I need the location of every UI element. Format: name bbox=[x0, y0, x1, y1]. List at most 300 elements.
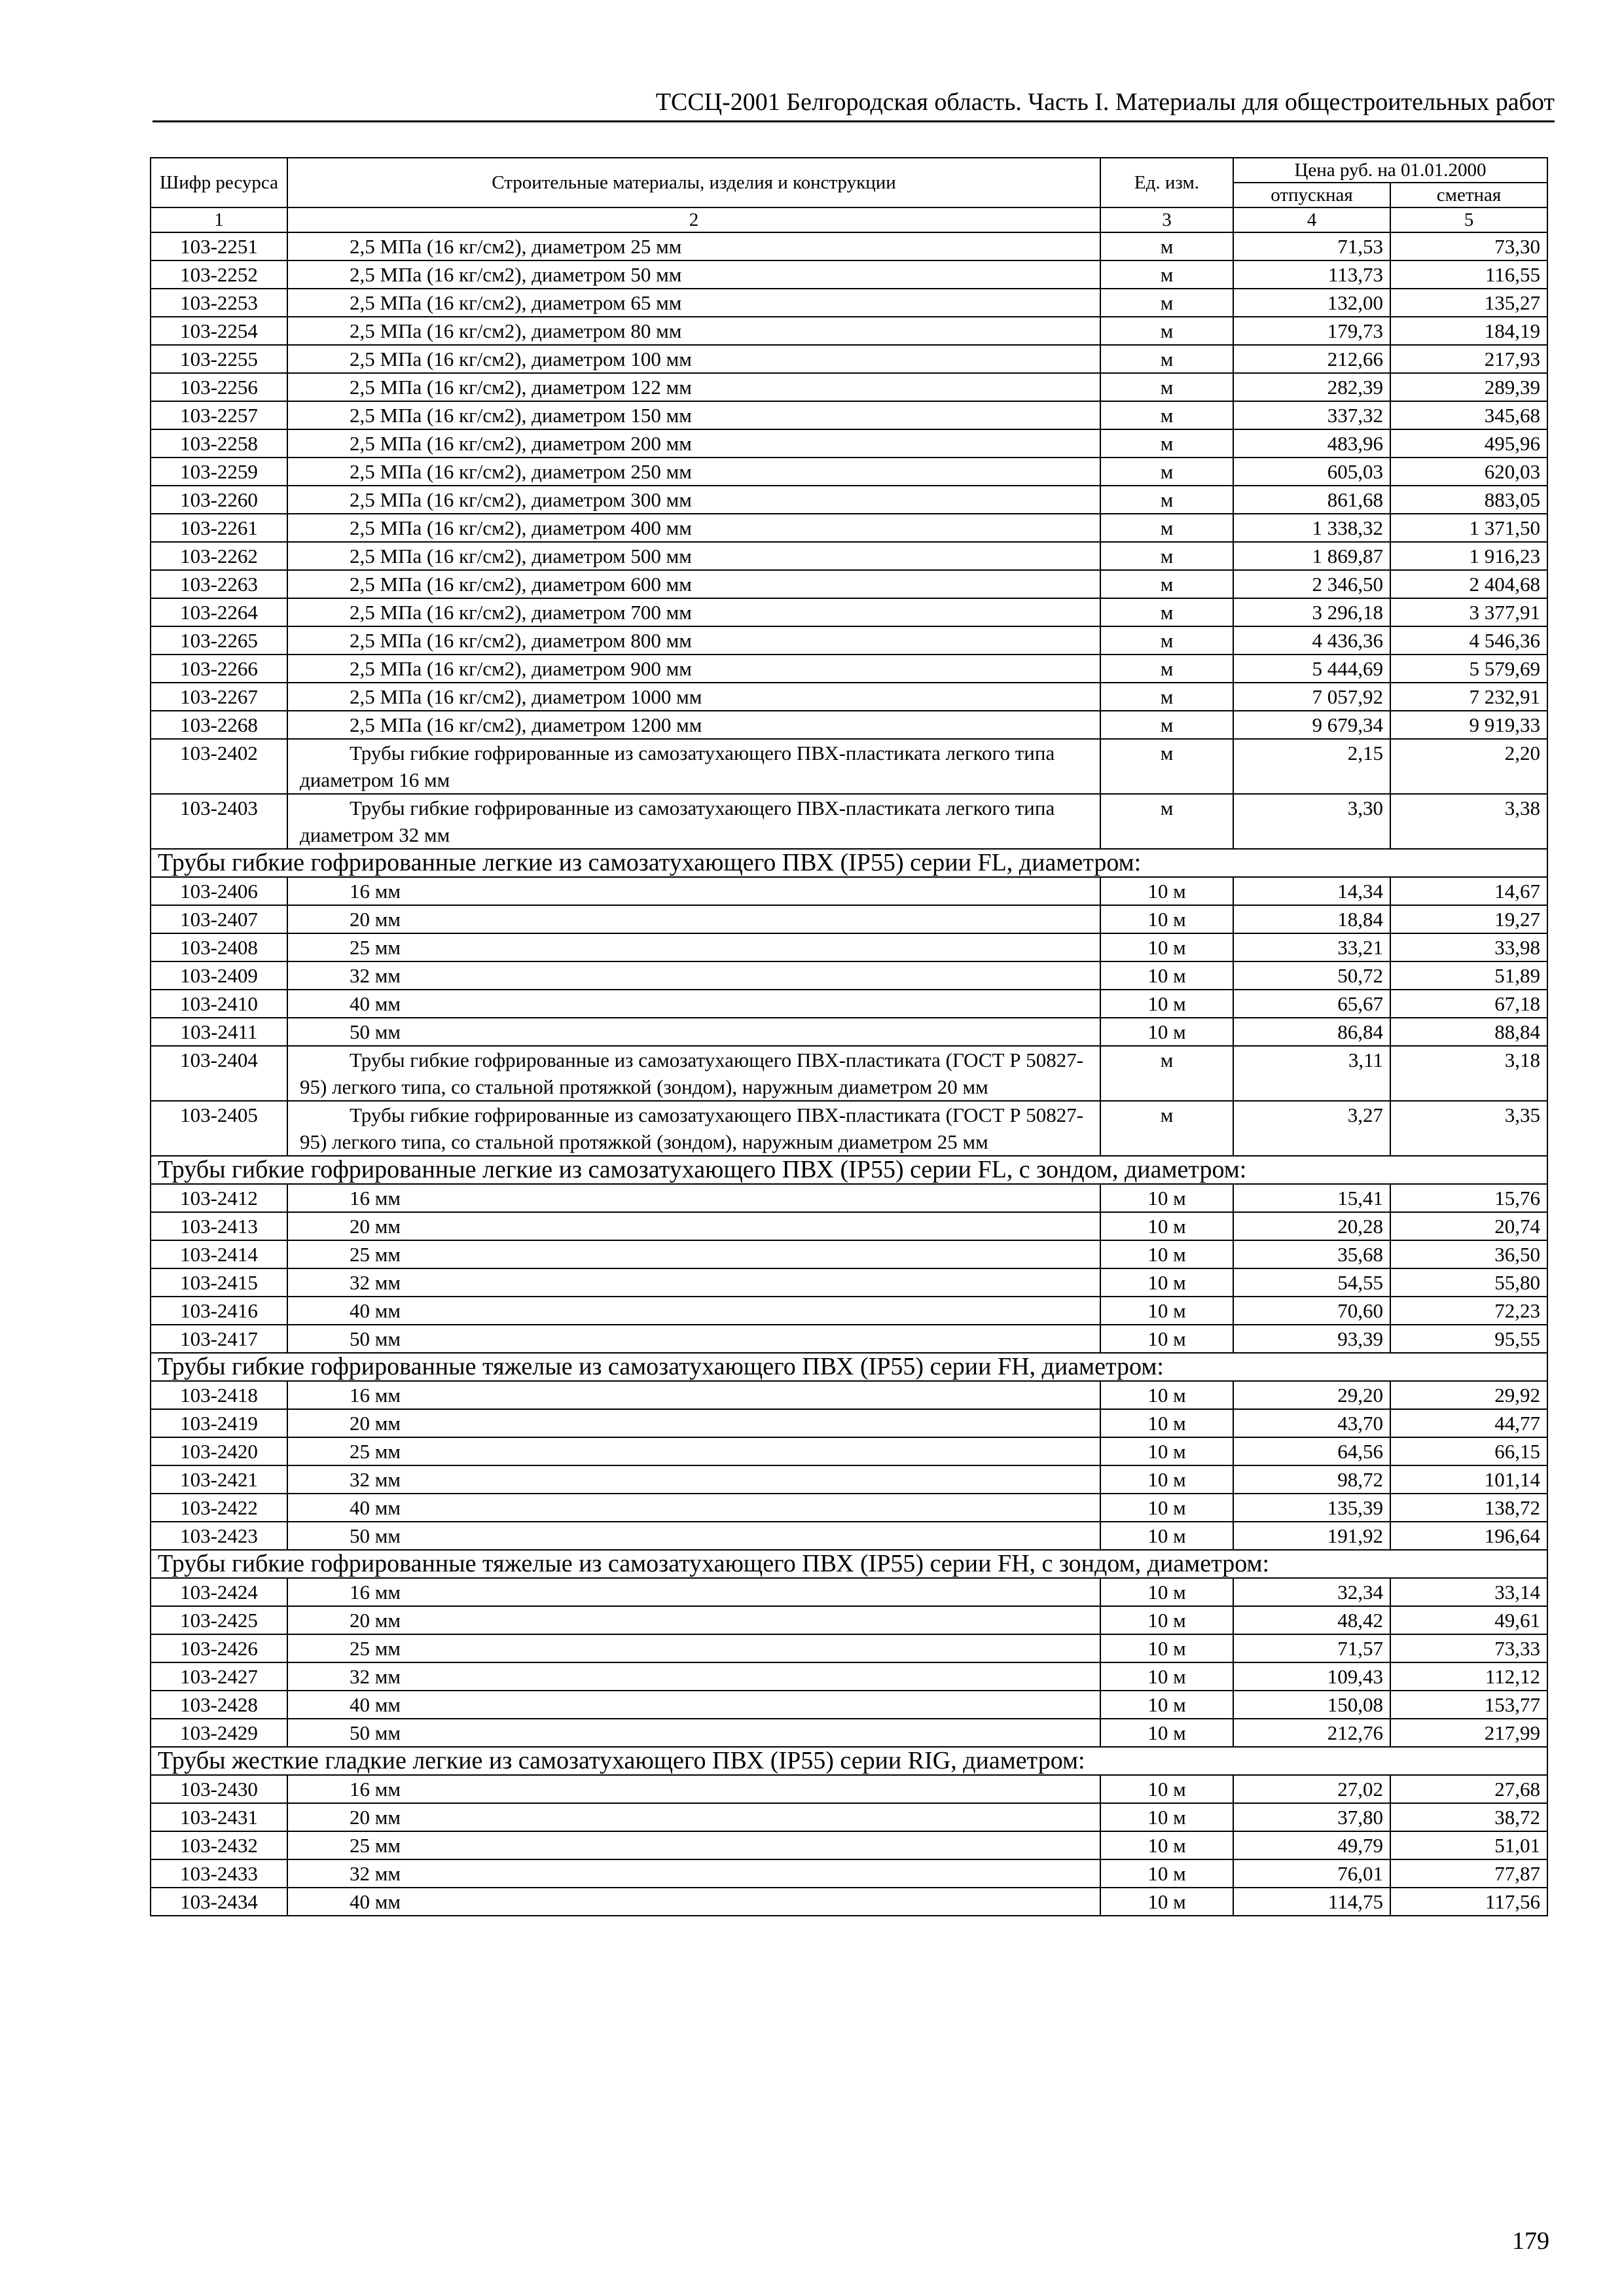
table-row bbox=[151, 683, 1547, 711]
unit-of-measure: 10 м bbox=[1100, 905, 1233, 933]
estimate-price: 55,80 bbox=[1390, 1268, 1547, 1297]
release-price: 54,55 bbox=[1233, 1268, 1390, 1297]
material-name: 50 мм bbox=[287, 1719, 1100, 1747]
unit-of-measure: 10 м bbox=[1100, 1775, 1233, 1803]
resource-code: 103-2261 bbox=[151, 514, 287, 542]
unit-of-measure: м bbox=[1100, 260, 1233, 289]
material-name: 2,5 МПа (16 кг/см2), диаметром 400 мм bbox=[287, 514, 1100, 542]
unit-of-measure: 10 м bbox=[1100, 961, 1233, 990]
resource-code: 103-2425 bbox=[151, 1606, 287, 1634]
table-row bbox=[151, 598, 1547, 626]
release-price: 49,79 bbox=[1233, 1831, 1390, 1859]
column-number: 5 bbox=[1390, 207, 1547, 232]
estimate-price: 3 377,91 bbox=[1390, 598, 1547, 626]
table-row bbox=[151, 232, 1547, 260]
table-row bbox=[151, 990, 1547, 1018]
estimate-price: 49,61 bbox=[1390, 1606, 1547, 1634]
release-price: 50,72 bbox=[1233, 961, 1390, 990]
estimate-price: 14,67 bbox=[1390, 877, 1547, 905]
unit-of-measure: 10 м bbox=[1100, 1409, 1233, 1437]
estimate-price: 20,74 bbox=[1390, 1212, 1547, 1240]
table-row bbox=[151, 429, 1547, 457]
material-name: 32 мм bbox=[287, 1859, 1100, 1888]
table-row bbox=[151, 1212, 1547, 1240]
header-release-price: отпускная bbox=[1233, 183, 1390, 207]
material-name: 16 мм bbox=[287, 1775, 1100, 1803]
unit-of-measure: м bbox=[1100, 486, 1233, 514]
release-price: 1 338,32 bbox=[1233, 514, 1390, 542]
unit-of-measure: 10 м bbox=[1100, 1437, 1233, 1465]
estimate-price: 217,93 bbox=[1390, 345, 1547, 373]
running-header bbox=[153, 84, 1555, 122]
estimate-price: 1 916,23 bbox=[1390, 542, 1547, 570]
material-name: 32 мм bbox=[287, 1465, 1100, 1494]
column-number: 1 bbox=[151, 207, 287, 232]
estimate-price: 289,39 bbox=[1390, 373, 1547, 401]
resource-code: 103-2427 bbox=[151, 1662, 287, 1691]
resource-code: 103-2428 bbox=[151, 1691, 287, 1719]
unit-of-measure: 10 м bbox=[1100, 1606, 1233, 1634]
estimate-price: 73,30 bbox=[1390, 232, 1547, 260]
estimate-price: 27,68 bbox=[1390, 1775, 1547, 1803]
material-name: 32 мм bbox=[287, 1662, 1100, 1691]
resource-code: 103-2258 bbox=[151, 429, 287, 457]
unit-of-measure: м bbox=[1100, 457, 1233, 486]
header-title: ТССЦ-2001 Белгородская область. Часть I. Материалы для общестроительных работ bbox=[655, 88, 1555, 116]
unit-of-measure: 10 м bbox=[1100, 877, 1233, 905]
table-row bbox=[151, 905, 1547, 933]
unit-of-measure: м bbox=[1100, 1101, 1233, 1156]
release-price: 4 436,36 bbox=[1233, 626, 1390, 655]
resource-code: 103-2260 bbox=[151, 486, 287, 514]
estimate-price: 72,23 bbox=[1390, 1297, 1547, 1325]
unit-of-measure: 10 м bbox=[1100, 1018, 1233, 1046]
material-name: 16 мм bbox=[287, 1578, 1100, 1606]
release-price: 33,21 bbox=[1233, 933, 1390, 961]
resource-code: 103-2405 bbox=[151, 1101, 287, 1156]
resource-code: 103-2426 bbox=[151, 1634, 287, 1662]
table-row bbox=[151, 1494, 1547, 1522]
estimate-price: 117,56 bbox=[1390, 1888, 1547, 1916]
material-name: 2,5 МПа (16 кг/см2), диаметром 900 мм bbox=[287, 655, 1100, 683]
unit-of-measure: 10 м bbox=[1100, 1888, 1233, 1916]
unit-of-measure: м bbox=[1100, 345, 1233, 373]
table-row bbox=[151, 711, 1547, 739]
estimate-price: 73,33 bbox=[1390, 1634, 1547, 1662]
material-name: 2,5 МПа (16 кг/см2), диаметром 800 мм bbox=[287, 626, 1100, 655]
resource-code: 103-2251 bbox=[151, 232, 287, 260]
material-name: 2,5 МПа (16 кг/см2), диаметром 300 мм bbox=[287, 486, 1100, 514]
release-price: 2,15 bbox=[1233, 739, 1390, 794]
material-name: 2,5 МПа (16 кг/см2), диаметром 200 мм bbox=[287, 429, 1100, 457]
resource-code: 103-2409 bbox=[151, 961, 287, 990]
estimate-price: 66,15 bbox=[1390, 1437, 1547, 1465]
unit-of-measure: м bbox=[1100, 711, 1233, 739]
table-row bbox=[151, 1018, 1547, 1046]
release-price: 483,96 bbox=[1233, 429, 1390, 457]
table-row bbox=[151, 1046, 1547, 1101]
release-price: 337,32 bbox=[1233, 401, 1390, 429]
material-name: 2,5 МПа (16 кг/см2), диаметром 122 мм bbox=[287, 373, 1100, 401]
resource-code: 103-2431 bbox=[151, 1803, 287, 1831]
unit-of-measure: м bbox=[1100, 655, 1233, 683]
release-price: 212,66 bbox=[1233, 345, 1390, 373]
estimate-price: 88,84 bbox=[1390, 1018, 1547, 1046]
release-price: 3,27 bbox=[1233, 1101, 1390, 1156]
resource-code: 103-2408 bbox=[151, 933, 287, 961]
material-name: 32 мм bbox=[287, 1268, 1100, 1297]
release-price: 282,39 bbox=[1233, 373, 1390, 401]
section-heading-row bbox=[151, 849, 1547, 877]
material-name: 2,5 МПа (16 кг/см2), диаметром 600 мм bbox=[287, 570, 1100, 598]
table-row bbox=[151, 794, 1547, 849]
resource-code: 103-2256 bbox=[151, 373, 287, 401]
material-name: 50 мм bbox=[287, 1522, 1100, 1550]
unit-of-measure: м bbox=[1100, 570, 1233, 598]
release-price: 114,75 bbox=[1233, 1888, 1390, 1916]
unit-of-measure: м bbox=[1100, 401, 1233, 429]
estimate-price: 36,50 bbox=[1390, 1240, 1547, 1268]
table-row bbox=[151, 1888, 1547, 1916]
resource-code: 103-2422 bbox=[151, 1494, 287, 1522]
table-row bbox=[151, 1325, 1547, 1353]
table-row bbox=[151, 1381, 1547, 1409]
section-heading-row bbox=[151, 1747, 1547, 1775]
table-row bbox=[151, 1268, 1547, 1297]
unit-of-measure: м bbox=[1100, 317, 1233, 345]
estimate-price: 2 404,68 bbox=[1390, 570, 1547, 598]
resource-code: 103-2430 bbox=[151, 1775, 287, 1803]
release-price: 861,68 bbox=[1233, 486, 1390, 514]
material-name: 40 мм bbox=[287, 1494, 1100, 1522]
unit-of-measure: 10 м bbox=[1100, 1494, 1233, 1522]
resource-code: 103-2267 bbox=[151, 683, 287, 711]
estimate-price: 51,01 bbox=[1390, 1831, 1547, 1859]
resource-code: 103-2419 bbox=[151, 1409, 287, 1437]
estimate-price: 495,96 bbox=[1390, 429, 1547, 457]
resource-code: 103-2415 bbox=[151, 1268, 287, 1297]
estimate-price: 3,35 bbox=[1390, 1101, 1547, 1156]
resource-code: 103-2406 bbox=[151, 877, 287, 905]
material-name: 2,5 МПа (16 кг/см2), диаметром 500 мм bbox=[287, 542, 1100, 570]
material-name: 2,5 МПа (16 кг/см2), диаметром 250 мм bbox=[287, 457, 1100, 486]
table-row bbox=[151, 1859, 1547, 1888]
table-row bbox=[151, 1775, 1547, 1803]
section-heading: Трубы гибкие гофрированные тяжелые из самозатухающего ПВХ (IP55) серии FH, с зондом, диаметром: bbox=[151, 1550, 1547, 1578]
unit-of-measure: 10 м bbox=[1100, 1268, 1233, 1297]
table-row bbox=[151, 373, 1547, 401]
table-body bbox=[151, 232, 1547, 1916]
release-price: 71,57 bbox=[1233, 1634, 1390, 1662]
resource-code: 103-2404 bbox=[151, 1046, 287, 1101]
resource-code: 103-2263 bbox=[151, 570, 287, 598]
estimate-price: 95,55 bbox=[1390, 1325, 1547, 1353]
table-row bbox=[151, 1691, 1547, 1719]
release-price: 93,39 bbox=[1233, 1325, 1390, 1353]
table-row bbox=[151, 401, 1547, 429]
estimate-price: 196,64 bbox=[1390, 1522, 1547, 1550]
release-price: 14,34 bbox=[1233, 877, 1390, 905]
release-price: 212,76 bbox=[1233, 1719, 1390, 1747]
resource-code: 103-2265 bbox=[151, 626, 287, 655]
release-price: 65,67 bbox=[1233, 990, 1390, 1018]
resource-code: 103-2423 bbox=[151, 1522, 287, 1550]
estimate-price: 138,72 bbox=[1390, 1494, 1547, 1522]
estimate-price: 1 371,50 bbox=[1390, 514, 1547, 542]
resource-code: 103-2420 bbox=[151, 1437, 287, 1465]
table-row bbox=[151, 1437, 1547, 1465]
header-name: Строительные материалы, изделия и конструкции bbox=[287, 158, 1100, 207]
section-heading: Трубы гибкие гофрированные легкие из самозатухающего ПВХ (IP55) серии FL, с зондом, диаметром: bbox=[151, 1156, 1547, 1184]
release-price: 86,84 bbox=[1233, 1018, 1390, 1046]
resource-code: 103-2253 bbox=[151, 289, 287, 317]
resource-code: 103-2259 bbox=[151, 457, 287, 486]
release-price: 109,43 bbox=[1233, 1662, 1390, 1691]
resource-code: 103-2424 bbox=[151, 1578, 287, 1606]
column-number: 2 bbox=[287, 207, 1100, 232]
estimate-price: 5 579,69 bbox=[1390, 655, 1547, 683]
estimate-price: 44,77 bbox=[1390, 1409, 1547, 1437]
resource-code: 103-2421 bbox=[151, 1465, 287, 1494]
material-name: 25 мм bbox=[287, 1437, 1100, 1465]
estimate-price: 9 919,33 bbox=[1390, 711, 1547, 739]
estimate-price: 38,72 bbox=[1390, 1803, 1547, 1831]
column-number: 3 bbox=[1100, 207, 1233, 232]
unit-of-measure: 10 м bbox=[1100, 1240, 1233, 1268]
section-heading-row bbox=[151, 1156, 1547, 1184]
table-row bbox=[151, 1240, 1547, 1268]
unit-of-measure: м bbox=[1100, 598, 1233, 626]
release-price: 113,73 bbox=[1233, 260, 1390, 289]
material-name: 2,5 МПа (16 кг/см2), диаметром 150 мм bbox=[287, 401, 1100, 429]
table-row bbox=[151, 1606, 1547, 1634]
unit-of-measure: 10 м bbox=[1100, 1297, 1233, 1325]
resource-code: 103-2432 bbox=[151, 1831, 287, 1859]
release-price: 191,92 bbox=[1233, 1522, 1390, 1550]
estimate-price: 15,76 bbox=[1390, 1184, 1547, 1212]
material-name: 40 мм bbox=[287, 1691, 1100, 1719]
material-name: 25 мм bbox=[287, 1240, 1100, 1268]
material-name: 2,5 МПа (16 кг/см2), диаметром 1200 мм bbox=[287, 711, 1100, 739]
material-name: 2,5 МПа (16 кг/см2), диаметром 100 мм bbox=[287, 345, 1100, 373]
unit-of-measure: м bbox=[1100, 232, 1233, 260]
unit-of-measure: 10 м bbox=[1100, 1719, 1233, 1747]
table-row bbox=[151, 289, 1547, 317]
table-row bbox=[151, 1522, 1547, 1550]
unit-of-measure: 10 м bbox=[1100, 1381, 1233, 1409]
release-price: 3,30 bbox=[1233, 794, 1390, 849]
unit-of-measure: м bbox=[1100, 794, 1233, 849]
unit-of-measure: 10 м bbox=[1100, 1662, 1233, 1691]
resource-code: 103-2417 bbox=[151, 1325, 287, 1353]
table-row bbox=[151, 457, 1547, 486]
resource-code: 103-2268 bbox=[151, 711, 287, 739]
header-unit: Ед. изм. bbox=[1100, 158, 1233, 207]
estimate-price: 4 546,36 bbox=[1390, 626, 1547, 655]
release-price: 71,53 bbox=[1233, 232, 1390, 260]
material-name: 2,5 МПа (16 кг/см2), диаметром 50 мм bbox=[287, 260, 1100, 289]
material-name: 2,5 МПа (16 кг/см2), диаметром 1000 мм bbox=[287, 683, 1100, 711]
resource-code: 103-2413 bbox=[151, 1212, 287, 1240]
table-row bbox=[151, 514, 1547, 542]
section-heading: Трубы гибкие гофрированные легкие из самозатухающего ПВХ (IP55) серии FL, диаметром: bbox=[151, 849, 1547, 877]
release-price: 135,39 bbox=[1233, 1494, 1390, 1522]
unit-of-measure: м bbox=[1100, 373, 1233, 401]
release-price: 132,00 bbox=[1233, 289, 1390, 317]
release-price: 98,72 bbox=[1233, 1465, 1390, 1494]
release-price: 70,60 bbox=[1233, 1297, 1390, 1325]
material-name: 25 мм bbox=[287, 1831, 1100, 1859]
table-row bbox=[151, 1297, 1547, 1325]
table-row bbox=[151, 1634, 1547, 1662]
header-code: Шифр ресурса bbox=[151, 158, 287, 207]
unit-of-measure: м bbox=[1100, 739, 1233, 794]
estimate-price: 51,89 bbox=[1390, 961, 1547, 990]
unit-of-measure: 10 м bbox=[1100, 1634, 1233, 1662]
table-row bbox=[151, 1831, 1547, 1859]
estimate-price: 101,14 bbox=[1390, 1465, 1547, 1494]
release-price: 37,80 bbox=[1233, 1803, 1390, 1831]
estimate-price: 33,14 bbox=[1390, 1578, 1547, 1606]
material-name: 20 мм bbox=[287, 1803, 1100, 1831]
table-row bbox=[151, 877, 1547, 905]
table-row bbox=[151, 1465, 1547, 1494]
estimate-price: 2,20 bbox=[1390, 739, 1547, 794]
release-price: 29,20 bbox=[1233, 1381, 1390, 1409]
material-name: 40 мм bbox=[287, 1888, 1100, 1916]
table-row bbox=[151, 626, 1547, 655]
table-row bbox=[151, 933, 1547, 961]
table-row bbox=[151, 655, 1547, 683]
unit-of-measure: 10 м bbox=[1100, 1691, 1233, 1719]
estimate-price: 3,38 bbox=[1390, 794, 1547, 849]
table-row bbox=[151, 1578, 1547, 1606]
estimate-price: 7 232,91 bbox=[1390, 683, 1547, 711]
resource-code: 103-2254 bbox=[151, 317, 287, 345]
estimate-price: 345,68 bbox=[1390, 401, 1547, 429]
table-row bbox=[151, 1662, 1547, 1691]
resource-code: 103-2262 bbox=[151, 542, 287, 570]
table-row bbox=[151, 260, 1547, 289]
estimate-price: 19,27 bbox=[1390, 905, 1547, 933]
material-name: 2,5 МПа (16 кг/см2), диаметром 700 мм bbox=[287, 598, 1100, 626]
unit-of-measure: 10 м bbox=[1100, 1578, 1233, 1606]
material-name: Трубы гибкие гофрированные из самозатухающего ПВХ-пластиката легкого типа диаметром 32 мм bbox=[287, 794, 1100, 849]
table-row bbox=[151, 1719, 1547, 1747]
material-name: 20 мм bbox=[287, 905, 1100, 933]
resource-code: 103-2407 bbox=[151, 905, 287, 933]
section-heading: Трубы гибкие гофрированные тяжелые из самозатухающего ПВХ (IP55) серии FH, диаметром: bbox=[151, 1353, 1547, 1381]
estimate-price: 135,27 bbox=[1390, 289, 1547, 317]
resource-code: 103-2252 bbox=[151, 260, 287, 289]
material-name: 50 мм bbox=[287, 1325, 1100, 1353]
release-price: 48,42 bbox=[1233, 1606, 1390, 1634]
estimate-price: 77,87 bbox=[1390, 1859, 1547, 1888]
release-price: 64,56 bbox=[1233, 1437, 1390, 1465]
material-name: 32 мм bbox=[287, 961, 1100, 990]
header-price: Цена руб. на 01.01.2000 bbox=[1233, 158, 1547, 183]
table-row bbox=[151, 317, 1547, 345]
estimate-price: 883,05 bbox=[1390, 486, 1547, 514]
table-row bbox=[151, 1409, 1547, 1437]
release-price: 43,70 bbox=[1233, 1409, 1390, 1437]
resource-code: 103-2266 bbox=[151, 655, 287, 683]
unit-of-measure: 10 м bbox=[1100, 933, 1233, 961]
unit-of-measure: 10 м bbox=[1100, 1212, 1233, 1240]
material-name: 2,5 МПа (16 кг/см2), диаметром 80 мм bbox=[287, 317, 1100, 345]
release-price: 18,84 bbox=[1233, 905, 1390, 933]
section-heading-row bbox=[151, 1550, 1547, 1578]
unit-of-measure: 10 м bbox=[1100, 1465, 1233, 1494]
estimate-price: 29,92 bbox=[1390, 1381, 1547, 1409]
material-name: 20 мм bbox=[287, 1409, 1100, 1437]
estimate-price: 67,18 bbox=[1390, 990, 1547, 1018]
table-row bbox=[151, 1803, 1547, 1831]
unit-of-measure: м bbox=[1100, 289, 1233, 317]
unit-of-measure: 10 м bbox=[1100, 1803, 1233, 1831]
resource-code: 103-2414 bbox=[151, 1240, 287, 1268]
release-price: 35,68 bbox=[1233, 1240, 1390, 1268]
material-name: 2,5 МПа (16 кг/см2), диаметром 25 мм bbox=[287, 232, 1100, 260]
release-price: 5 444,69 bbox=[1233, 655, 1390, 683]
unit-of-measure: 10 м bbox=[1100, 1831, 1233, 1859]
release-price: 3 296,18 bbox=[1233, 598, 1390, 626]
section-heading-row bbox=[151, 1353, 1547, 1381]
estimate-price: 620,03 bbox=[1390, 457, 1547, 486]
table-row bbox=[151, 570, 1547, 598]
resource-code: 103-2411 bbox=[151, 1018, 287, 1046]
unit-of-measure: 10 м bbox=[1100, 990, 1233, 1018]
estimate-price: 153,77 bbox=[1390, 1691, 1547, 1719]
release-price: 9 679,34 bbox=[1233, 711, 1390, 739]
release-price: 605,03 bbox=[1233, 457, 1390, 486]
material-name: 20 мм bbox=[287, 1606, 1100, 1634]
resource-code: 103-2264 bbox=[151, 598, 287, 626]
material-name: 40 мм bbox=[287, 1297, 1100, 1325]
resource-code: 103-2403 bbox=[151, 794, 287, 849]
material-name: 2,5 МПа (16 кг/см2), диаметром 65 мм bbox=[287, 289, 1100, 317]
material-name: 16 мм bbox=[287, 1381, 1100, 1409]
estimate-price: 33,98 bbox=[1390, 933, 1547, 961]
estimate-price: 184,19 bbox=[1390, 317, 1547, 345]
material-name: 25 мм bbox=[287, 933, 1100, 961]
estimate-price: 116,55 bbox=[1390, 260, 1547, 289]
material-name: Трубы гибкие гофрированные из самозатухающего ПВХ-пластиката (ГОСТ Р 50827-95) легкого типа, со стальной протяжкой (зондом), наружным диаметром 25 мм bbox=[287, 1101, 1100, 1156]
resource-code: 103-2255 bbox=[151, 345, 287, 373]
material-name: 16 мм bbox=[287, 1184, 1100, 1212]
material-name: Трубы гибкие гофрированные из самозатухающего ПВХ-пластиката легкого типа диаметром 16 мм bbox=[287, 739, 1100, 794]
material-name: Трубы гибкие гофрированные из самозатухающего ПВХ-пластиката (ГОСТ Р 50827-95) легкого типа, со стальной протяжкой (зондом), наружным диаметром 20 мм bbox=[287, 1046, 1100, 1101]
release-price: 27,02 bbox=[1233, 1775, 1390, 1803]
unit-of-measure: 10 м bbox=[1100, 1184, 1233, 1212]
resource-code: 103-2433 bbox=[151, 1859, 287, 1888]
unit-of-measure: м bbox=[1100, 514, 1233, 542]
release-price: 150,08 bbox=[1233, 1691, 1390, 1719]
header-estimate-price: сметная bbox=[1390, 183, 1547, 207]
estimate-price: 112,12 bbox=[1390, 1662, 1547, 1691]
estimate-price: 3,18 bbox=[1390, 1046, 1547, 1101]
unit-of-measure: м bbox=[1100, 683, 1233, 711]
material-name: 50 мм bbox=[287, 1018, 1100, 1046]
table-row bbox=[151, 486, 1547, 514]
material-name: 20 мм bbox=[287, 1212, 1100, 1240]
resource-code: 103-2416 bbox=[151, 1297, 287, 1325]
resource-code: 103-2410 bbox=[151, 990, 287, 1018]
resource-code: 103-2418 bbox=[151, 1381, 287, 1409]
column-number: 4 bbox=[1233, 207, 1390, 232]
unit-of-measure: м bbox=[1100, 542, 1233, 570]
estimate-price: 217,99 bbox=[1390, 1719, 1547, 1747]
